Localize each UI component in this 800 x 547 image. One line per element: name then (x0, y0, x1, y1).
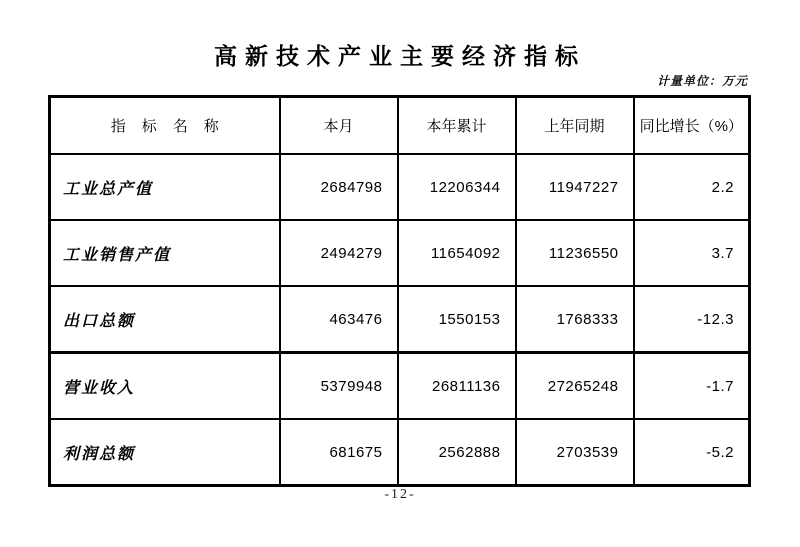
header-indicator-name: 指标名称 (50, 97, 280, 155)
table-row (50, 220, 750, 286)
indicator-name: 利润总额 (50, 419, 280, 486)
value-year-to-date: 2562888 (398, 419, 516, 486)
page-title: 高新技术产业主要经济指标 (214, 43, 586, 69)
value-last-year: 1768333 (516, 286, 634, 353)
value-year-to-date: 1550153 (398, 286, 516, 353)
value-last-year: 27265248 (516, 353, 634, 420)
value-last-year: 2703539 (516, 419, 634, 486)
header-last-year-same-period: 上年同期 (516, 97, 634, 155)
value-yoy-growth: -1.7 (634, 353, 750, 420)
value-year-to-date: 12206344 (398, 154, 516, 220)
value-current-month: 5379948 (280, 353, 398, 420)
value-last-year: 11947227 (516, 154, 634, 220)
value-last-year: 11236550 (516, 220, 634, 286)
indicator-name: 营业收入 (50, 353, 280, 420)
table-row (50, 353, 750, 420)
value-yoy-growth: -12.3 (634, 286, 750, 353)
value-year-to-date: 26811136 (398, 353, 516, 420)
header-year-to-date: 本年累计 (398, 97, 516, 155)
value-yoy-growth: 3.7 (634, 220, 750, 286)
table-header-row (50, 97, 750, 155)
value-yoy-growth: 2.2 (634, 154, 750, 220)
indicator-name: 出口总额 (50, 286, 280, 353)
table-row (50, 419, 750, 486)
value-year-to-date: 11654092 (398, 220, 516, 286)
value-current-month: 2684798 (280, 154, 398, 220)
indicator-table (48, 95, 751, 487)
header-current-month: 本月 (280, 97, 398, 155)
value-current-month: 2494279 (280, 220, 398, 286)
unit-note: 计量单位：万元 (656, 74, 748, 88)
value-current-month: 681675 (280, 419, 398, 486)
value-yoy-growth: -5.2 (634, 419, 750, 486)
table-row (50, 154, 750, 220)
table-row (50, 286, 750, 353)
header-yoy-growth: 同比增长（%） (634, 97, 750, 155)
value-current-month: 463476 (280, 286, 398, 353)
indicator-name: 工业总产值 (50, 154, 280, 220)
indicator-name: 工业销售产值 (50, 220, 280, 286)
page-number: -12- (384, 487, 416, 502)
